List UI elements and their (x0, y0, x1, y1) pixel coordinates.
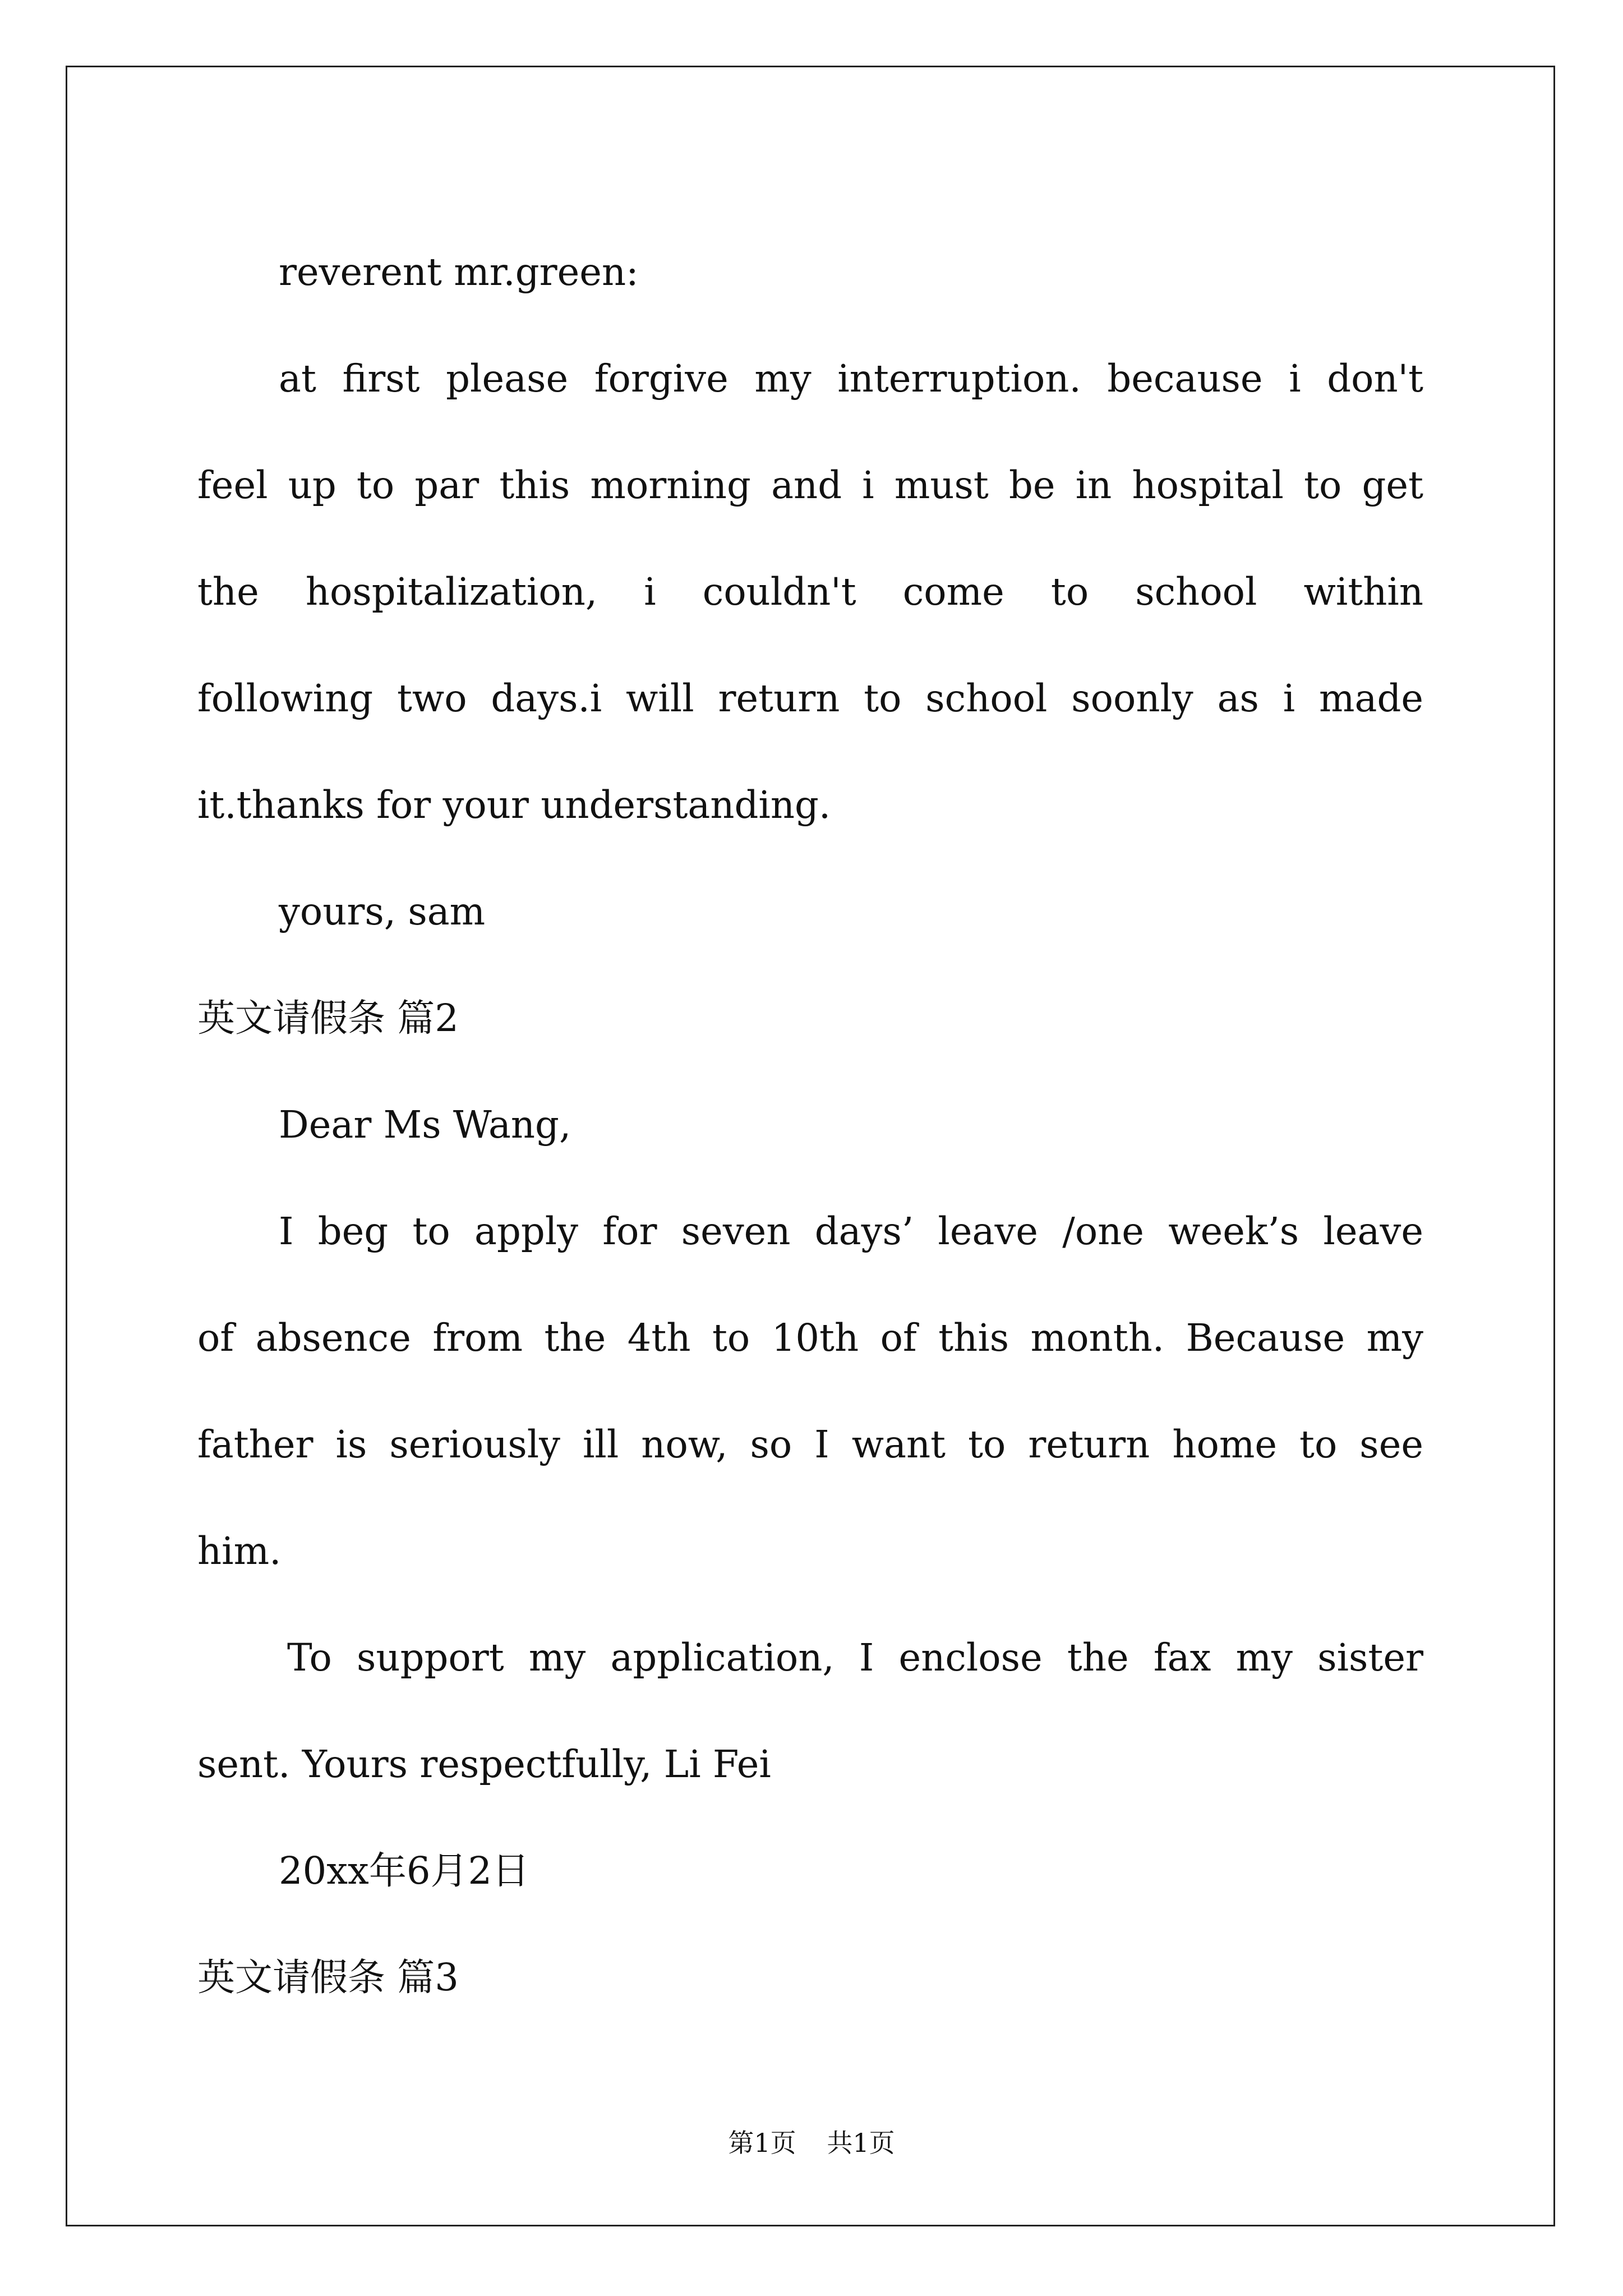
section-heading: 英文请假条 篇2 (197, 996, 459, 1040)
body-line: feel up to par this morning and i must be in hospital to get (197, 463, 1423, 507)
document-body (197, 219, 1423, 2031)
body-line: To support my application, I enclose the fax my sister (287, 1636, 1423, 1680)
page-number: 第1页 (728, 2128, 796, 2158)
page-footer (0, 2126, 1623, 2160)
body-line: I beg to apply for seven days’ leave /one week’s leave (279, 1209, 1423, 1253)
body-line: father is seriously ill now, so I want to return home to see (197, 1423, 1423, 1466)
body-line: it.thanks for your understanding. (197, 783, 831, 827)
page-total: 共1页 (827, 2128, 895, 2158)
body-line: of absence from the 4th to 10th of this month. Because my (197, 1316, 1423, 1360)
signature: yours, sam (279, 890, 486, 933)
body-line: following two days.i will return to school soonly as i made (197, 677, 1423, 720)
body-line: the hospitalization, i couldn't come to school within (197, 570, 1423, 614)
salutation: reverent mr.green: (279, 250, 639, 294)
section-heading: 英文请假条 篇3 (197, 1955, 459, 1999)
body-line: at first please forgive my interruption. because i don't (279, 357, 1423, 401)
body-line: sent. Yours respectfully, Li Fei (197, 1742, 771, 1786)
body-line: him. (197, 1529, 282, 1573)
salutation: Dear Ms Wang, (279, 1103, 571, 1147)
date-line: 20xx年6月2日 (279, 1849, 530, 1893)
